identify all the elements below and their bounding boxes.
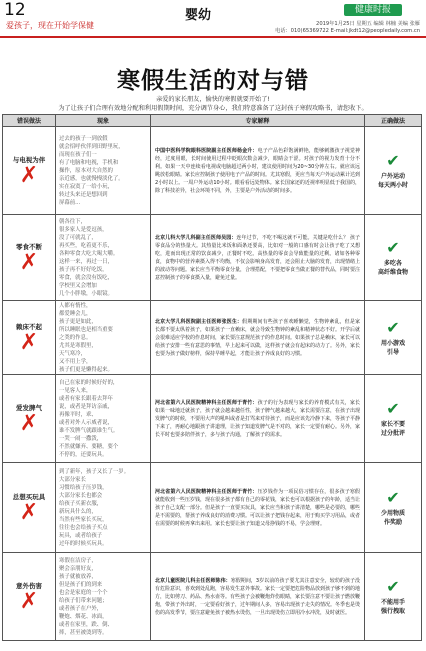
wrong-practice-cell [3, 553, 56, 641]
right-practice-cell [365, 215, 422, 301]
wrong-practice-cell [3, 215, 56, 301]
right-practice-cell [365, 127, 422, 215]
expert-explanation [151, 375, 365, 463]
phenomenon-text: 过去的孩子一到放假 就会招呼伙伴到田野里玩， 而现在孩子们一 有了电脑和电视，手机和 操作，原本对大自然的 亲近感，也就慢慢淡化了。 实在寂寞了一给小玩， 转过头来还是想回到 屏幕前... [56, 127, 151, 215]
expert-explanation [151, 127, 365, 215]
issue-info: 2019年1月25日 星期五 编辑 林楠 美编 张雁 [316, 21, 420, 27]
tips-table [2, 114, 422, 641]
phenomenon-text: 人都有惰性， 都爱睡会儿， 孩子更是如此， 所以睡眠也是相当重要 之类的作息。 尤其是寒假里， 天气寒冷， 又不用上学， 孩子们更是懒得起来。 [56, 301, 151, 375]
expert-text: 假期期间有些孩子喜欢睡懒觉，生物钟紊乱，但是家长都不要太纵着孩子，如果孩子一直赖床，就会导致生物钟的紊乱和精神状态不好。开学后就会很难适应学校的作息时间，家长要注意规范孩子的作息时间。如果孩子总是赖床，家长可以给孩子安排一些有意思的事情，早上起来可以做，这样孩子就会有起床的动力了。另外，家长也要为孩子做好榜样，保持早睡早起，才能让孩子养成良好的习惯。 [155, 318, 361, 357]
expert-explanation [151, 215, 365, 301]
expert-name: 北京儿科大学儿科副主任医师吴园： [155, 234, 237, 241]
right-practice-label: 不能用手 强行拽取 [380, 598, 405, 615]
green-check-icon: ✔ [386, 576, 400, 596]
expert-explanation [151, 301, 365, 375]
green-check-icon: ✔ [386, 317, 400, 337]
table-header-row [3, 115, 422, 127]
right-practice-label: 多吃各 高纤维食物 [377, 259, 408, 276]
expert-text: 孩子的行为表现与家长的养育模式有关，家长如果一味地迁就孩子，孩子就会越来越任性，孩子脾气越来越大，家长需要注意，在孩子出现发脾气的时候，不要用大声的吼叫或者是打骂来对待孩子，而是应该先冷静下来，等孩子平静下来了，再耐心地跟孩子讲道理，让孩子知道发脾气是不对的，家长一定要有耐心。另外，家长平时也要多陪伴孩子，多与孩子沟通，了解孩子的需求。 [155, 399, 361, 438]
expert-text: 电子产品色彩饱满鲜艳，能够刺激孩子视觉神经，过度用眼，长时间使用过程中眨眼次数会减少，眼睛会干涩。对孩子的视力发育十分不利。如果一天中连续看电视或电脑超过两小时，建议使用时间为20~30分钟左右。就应该远眺放松眼睛。家长应控制孩子使用电子产品的时间。尤其寒假，更应当每天户外运动累计达到2小时以上。一周户外运动10小时。眼看看远处物体。家长国家还的近视率明显低于我国的，除了科技差异，社会环境不同，外，主要是户外活动的时间多。 [155, 147, 361, 194]
wrong-practice-label: 总想买玩具 [12, 493, 46, 501]
expert-text: 压岁钱作为一项民俗习惯存在，很多孩子寒假就能收到一些压岁钱，现在很多孩子都有自己的零花钱，家长也可以根据孩子的年龄，适当让孩子自己支配一部分。但是孩子一直要买玩具，家长应当和孩子讲清楚，哪些是必要的，哪些是不需要的，帮孩子养成良好的消费习惯。可以让孩子把钱存起来，用于购买学习用品，或者在需要的时候再拿出来用。家长也要让孩子知道父母挣钱的不易，学会理财。 [155, 488, 361, 527]
right-practice-label: 家长不要 过分批评 [380, 420, 405, 437]
red-x-icon: ✗ [19, 500, 39, 525]
section-name: 婴幼 [185, 8, 212, 23]
red-x-icon: ✗ [19, 589, 39, 614]
wrong-practice-label: 意外伤害 [16, 582, 42, 590]
expert-name: 北京儿童医院儿科主任医师陈伟： [155, 577, 231, 584]
right-practice-cell [365, 301, 422, 375]
wrong-practice-cell [3, 375, 56, 463]
green-check-icon: ✔ [386, 237, 400, 257]
right-practice-label: 户外运动 每天两小时 [377, 172, 408, 189]
contact-info: 电话：010)65369722 E-mail:jkdt12@peopledaily.com.cn [275, 28, 420, 34]
article-title: 寒假生活的对与错 [117, 67, 309, 94]
header-phenomenon: 现象 [56, 115, 151, 127]
header-wrong: 错误做法 [3, 115, 56, 127]
red-x-icon: ✗ [19, 330, 39, 355]
expert-text: 寒假期间，3岁以前的孩子要尤其注意安全，较幼的孩子没有危险意识，喜欢到处乱跑，容易发生意外事故。家长一定要把危险物品放到孩子够不到的地方，比如剪刀、药品、热水壶等。有些孩子会被鞭炮炸伤眼睛，家长要注意不要让孩子燃放鞭炮，带孩子外出时，一定要看好孩子，过年期间人多，容易出现孩子走失的情况。冬季也是烫伤的高发季节，要注意避免孩子被热水烫伤，一旦出现烫伤立即用冷水冲洗，及时就医。 [155, 577, 361, 616]
header-expert: 专家解释 [151, 115, 365, 127]
page-number: 12 [4, 0, 26, 20]
article-intro-1: 亲爱的家长朋友，愉快的寒假就要开始了! [156, 96, 270, 103]
column-rubric: 爱孩子，现在开始学保健 [6, 21, 94, 30]
expert-name: 河北省第六人民医院精神科主任医师于青竹： [155, 399, 258, 406]
newspaper-logo: 健康时报 [344, 4, 402, 16]
table-row [3, 463, 422, 553]
red-x-icon: ✗ [19, 250, 39, 275]
wrong-practice-label: 赖床不起 [16, 323, 42, 331]
expert-name: 河北省第六人民医院精神科主任医师于青竹： [155, 488, 258, 495]
table-row [3, 553, 422, 641]
phenomenon-text: 自己在家的时候好好的， 一见客人来， 或者有家长跟着去拜年 说，或者是拜访亲戚， 再像平时，乖、 或者对外人示威者说， 谁不发脾气就跟谁生气。 一哭一闹一撒泼， 不然就嫌弃、要糖，要个 不停的，还要玩具。 [56, 375, 151, 463]
expert-explanation [151, 463, 365, 553]
right-practice-cell [365, 375, 422, 463]
right-practice-label: 用小游戏 引导 [380, 339, 405, 356]
table-row [3, 127, 422, 215]
table-row [3, 301, 422, 375]
wrong-practice-cell [3, 463, 56, 553]
expert-name: 中国中医科学院眼科医院副主任医师杨金升： [155, 147, 258, 154]
phenomenon-text: 寒假在洁房子， 聚会亲朋好友， 孩子就被放养， 但是孩子们的到来 也会是家庭的一个个 给孩子们带来问题； 或者孩子在户外， 鞭炮、烟花、冰面， 或者在家里，跌、倒、 摔，甚至被烫到等。 [56, 553, 151, 641]
red-x-icon: ✗ [19, 163, 39, 188]
right-practice-cell [365, 553, 422, 641]
right-practice-cell [365, 463, 422, 553]
wrong-practice-cell [3, 127, 56, 215]
right-practice-label: 少用物质 作奖励 [380, 509, 405, 526]
article-intro-2: 为了让孩子们合理有效地分配和利用假期时间，充分调节身心，我们特意准备了这封孩子寒假攻略书，请您收下。 [58, 105, 368, 112]
expert-name: 北京大学儿科医院副主任医师张医生： [155, 318, 243, 325]
wrong-practice-cell [3, 301, 56, 375]
header-right: 正确做法 [365, 115, 422, 127]
wrong-practice-label: 与电视为伴 [12, 156, 46, 164]
wrong-practice-label: 爱发脾气 [16, 404, 42, 412]
phenomenon-text: 到了新年，孩子又长了一岁。 大部分家长 习惯给孩子压岁钱， 大部分家长也都会 给孩子买新衣服， 新玩具什么的， 当然有些家长买玩， 往往也会给孩子买点 玩具，或者给孩子 过年的时候买玩具。 [56, 463, 151, 553]
green-check-icon: ✔ [386, 150, 400, 170]
page-header [0, 0, 426, 38]
green-check-icon: ✔ [386, 487, 400, 507]
expert-text: 连年过节，不吃不喝这就不可能。关键是吃什么？ 孩子零食品分的热量大。其热量比米饭和面条还要高，比如对一般的口感有时会让孩子吃了又想吃，进而出现正常的饮食减少，正餐时不吃。高热量的零食会导致能量的过剩。诸如各种零食，食物中的营养素摄入得不均衡，不仅会影响身高发育，还会阻止大脑的发育，出现情绪上的波动等问题。家长应当平衡零食分量，合理搭配，不要把零食当做正餐的替代品，同时要注意控制孩子的零食摄入量，避免过量。 [155, 234, 361, 281]
table-row [3, 375, 422, 463]
red-x-icon: ✗ [19, 411, 39, 436]
wrong-practice-label: 零食不断 [16, 243, 42, 251]
phenomenon-text: 朝各往下， 很多家人是爱逗孩， 没了可就乱了， 再买些，吃着更不乐， 各种零食大吃大喝大嚼。 这样一来，再过一日， 孩子再不好好吃饭， 零食，就会没有饭吃， 学校里又会增加 几个小胖墩，小眼镜。 [56, 215, 151, 301]
green-check-icon: ✔ [386, 398, 400, 418]
expert-explanation [151, 553, 365, 641]
table-row [3, 215, 422, 301]
